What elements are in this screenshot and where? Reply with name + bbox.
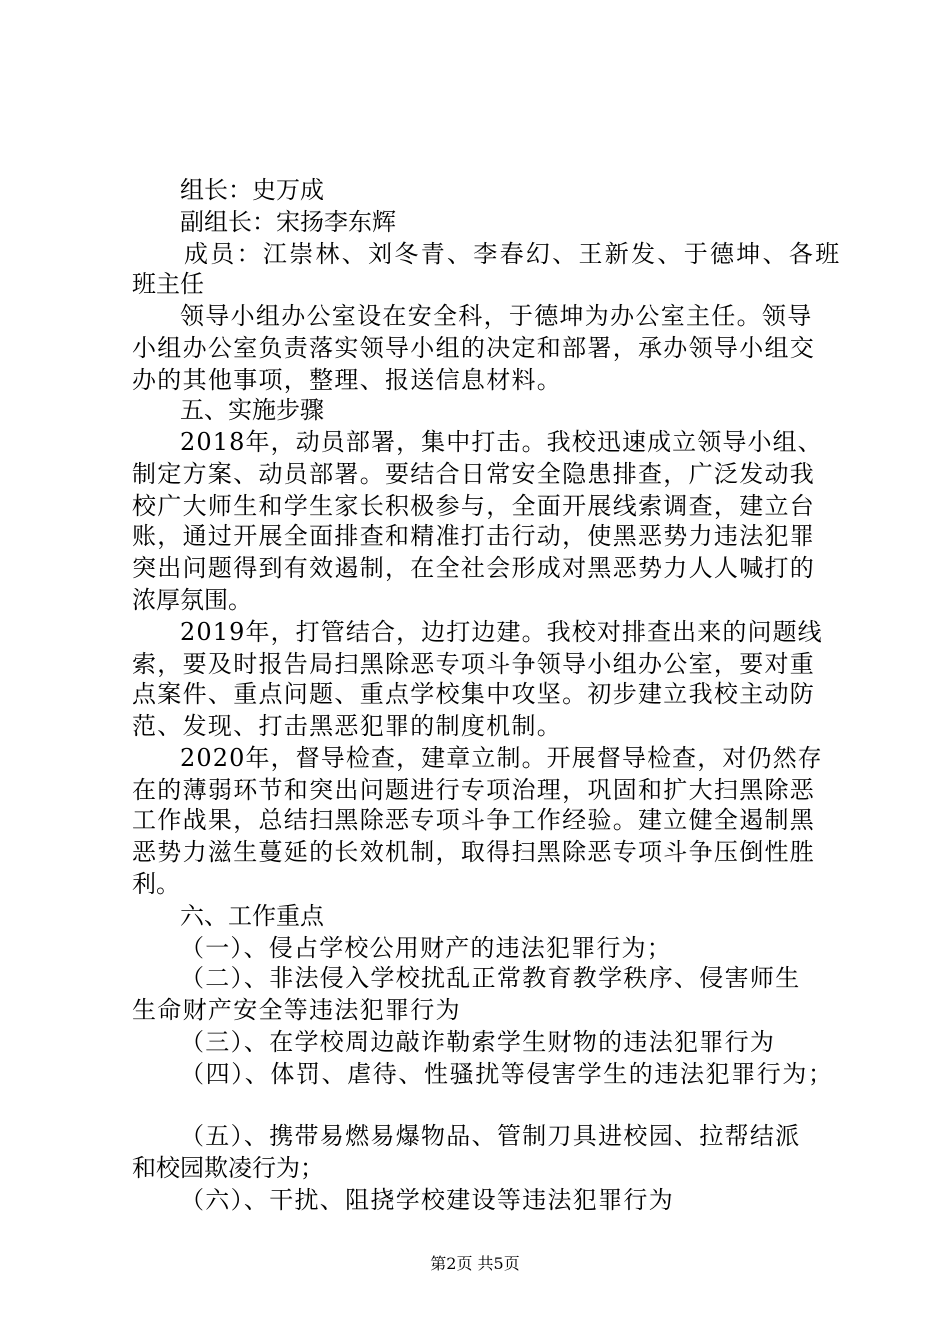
steps-2020-line: 恶势力滋生蔓延的长效机制，取得扫黑除恶专项斗争压倒性胜 [132, 838, 816, 866]
focus-item-3: （三）、在学校周边敲诈勒索学生财物的违法犯罪行为 [180, 1028, 776, 1056]
section-heading-steps: 五、实施步骤 [180, 396, 324, 424]
deputy-leader-line: 副组长：宋扬李东辉 [180, 208, 396, 236]
members-line-cont: 班主任 [132, 270, 204, 298]
page-footer: 第2页 共5页 [430, 1254, 520, 1273]
steps-2019-line: 2019年，打管结合，边打边建。我校对排查出来的问题线 [180, 618, 823, 646]
focus-item-2-cont: 生命财产安全等违法犯罪行为 [132, 996, 461, 1024]
office-paragraph-line: 领导小组办公室设在安全科，于德坤为办公室主任。领导 [180, 302, 813, 330]
members-line: 成员：江崇林、刘冬青、李春幻、王新发、于德坤、各班 [184, 240, 842, 268]
steps-2018-line: 账，通过开展全面排查和精准打击行动，使黑恶势力违法犯罪 [132, 522, 816, 550]
focus-item-5-cont: 和校园欺凌行为； [132, 1154, 324, 1182]
focus-item-2: （二）、非法侵入学校扰乱正常教育教学秩序、侵害师生 [180, 964, 801, 992]
steps-2020-line: 利。 [132, 870, 180, 898]
focus-item-6: （六）、干扰、阻挠学校建设等违法犯罪行为 [180, 1186, 674, 1214]
leader-line: 组长：史万成 [180, 176, 324, 204]
focus-item-5: （五）、携带易燃易爆物品、管制刀具进校园、拉帮结派 [180, 1122, 801, 1150]
steps-2018-line: 2018年，动员部署，集中打击。我校迅速成立领导小组、 [180, 428, 823, 456]
steps-2018-line: 校广大师生和学生家长积极参与，全面开展线索调查，建立台 [132, 492, 816, 520]
steps-2018-line: 浓厚氛围。 [132, 586, 252, 614]
steps-2018-line: 突出问题得到有效遏制，在全社会形成对黑恶势力人人喊打的 [132, 554, 816, 582]
steps-2020-line: 工作战果，总结扫黑除恶专项斗争工作经验。建立健全遏制黑 [132, 806, 816, 834]
office-paragraph-line: 小组办公室负责落实领导小组的决定和部署，承办领导小组交 [132, 334, 816, 362]
steps-2019-line: 范、发现、打击黑恶犯罪的制度机制。 [132, 712, 563, 740]
section-heading-focus: 六、工作重点 [180, 902, 324, 930]
steps-2018-line: 制定方案、动员部署。要结合日常安全隐患排查，广泛发动我 [132, 460, 816, 488]
office-paragraph-line: 办的其他事项，整理、报送信息材料。 [132, 366, 563, 394]
focus-item-4: （四）、体罚、虐待、性骚扰等侵害学生的违法犯罪行为； [180, 1060, 834, 1088]
focus-item-1: （一）、侵占学校公用财产的违法犯罪行为； [180, 934, 672, 962]
steps-2020-line: 在的薄弱环节和突出问题进行专项治理，巩固和扩大扫黑除恶 [132, 776, 816, 804]
steps-2019-line: 索，要及时报告局扫黑除恶专项斗争领导小组办公室，要对重 [132, 650, 816, 678]
steps-2020-line: 2020年，督导检查，建章立制。开展督导检查，对仍然存 [180, 744, 823, 772]
steps-2019-line: 点案件、重点问题、重点学校集中攻坚。初步建立我校主动防 [132, 680, 816, 708]
